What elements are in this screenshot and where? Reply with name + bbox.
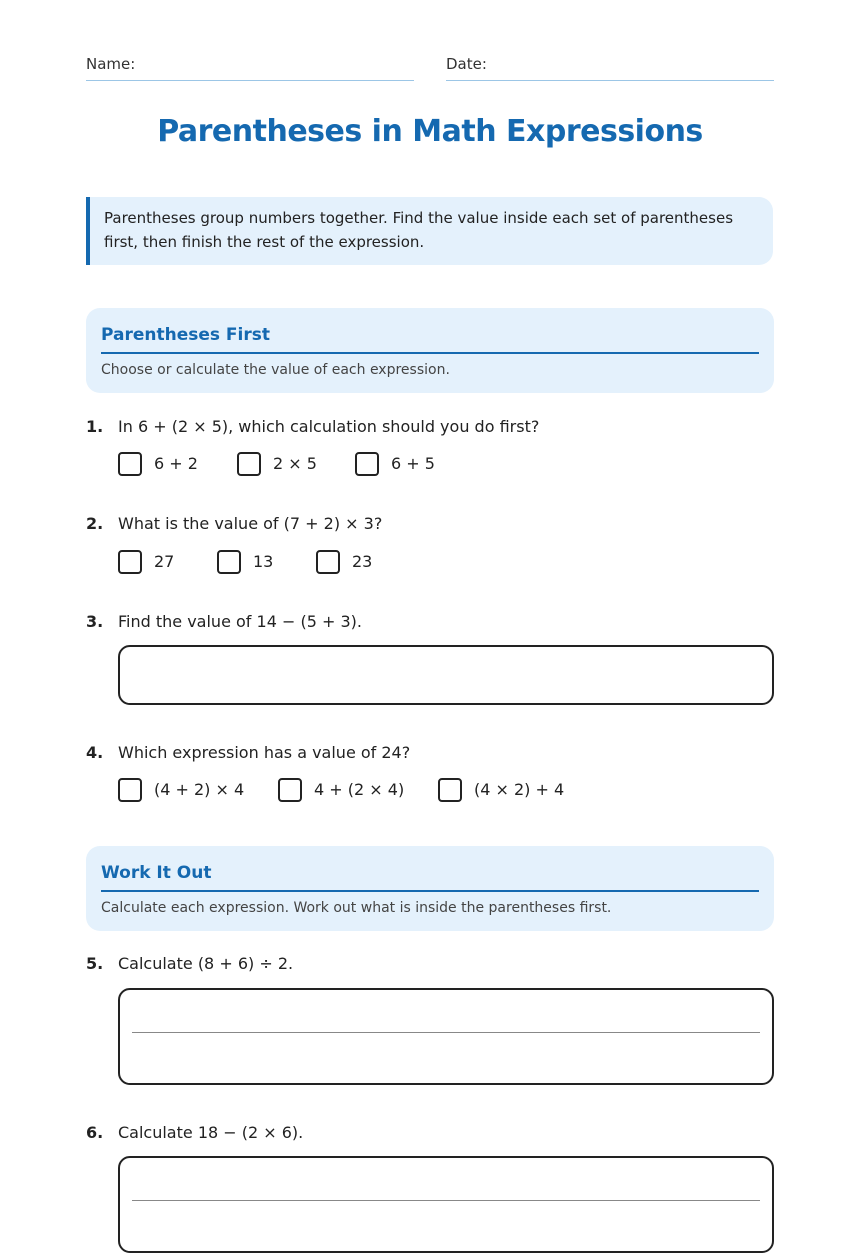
option-label: 6 + 2 <box>154 454 198 473</box>
option-3[interactable] <box>438 778 564 802</box>
writing-line <box>132 1200 760 1201</box>
option-1[interactable] <box>118 550 217 574</box>
option-label: 27 <box>154 552 175 571</box>
question-number: 2. <box>86 514 104 533</box>
section-title: Work It Out <box>101 846 759 892</box>
question-number: 1. <box>86 417 104 436</box>
date-field[interactable] <box>446 54 774 81</box>
option-label: (4 × 2) + 4 <box>474 780 565 799</box>
option-label: 13 <box>253 552 274 571</box>
checkbox[interactable] <box>118 778 142 802</box>
question-number: 3. <box>86 612 104 631</box>
section-work-it-out <box>86 846 774 931</box>
checkbox[interactable] <box>278 778 302 802</box>
option-2[interactable] <box>217 550 316 574</box>
section-parentheses-first <box>86 308 774 393</box>
checkbox[interactable] <box>355 452 379 476</box>
writing-line <box>132 1032 760 1033</box>
option-2[interactable] <box>237 452 355 476</box>
date-label: Date: <box>446 55 487 73</box>
question-text: Which expression has a value of 24? <box>118 743 411 762</box>
option-3[interactable] <box>355 452 435 476</box>
checkbox[interactable] <box>438 778 462 802</box>
answer-box[interactable] <box>118 645 774 705</box>
answer-options <box>118 778 564 802</box>
name-label: Name: <box>86 55 136 73</box>
section-subtitle: Calculate each expression. Work out what is inside the parentheses first. <box>101 900 612 916</box>
option-label: 2 × 5 <box>273 454 317 473</box>
question-text: Calculate 18 − (2 × 6). <box>118 1123 304 1142</box>
intro-callout: Parentheses group numbers together. Find the value inside each set of parentheses first, then finish the rest of the expression. <box>86 197 773 265</box>
answer-options <box>118 550 372 574</box>
checkbox[interactable] <box>118 452 142 476</box>
section-subtitle: Choose or calculate the value of each expression. <box>101 362 450 378</box>
option-label: 23 <box>352 552 373 571</box>
option-label: 4 + (2 × 4) <box>314 780 405 799</box>
question-text: In 6 + (2 × 5), which calculation should you do first? <box>118 417 540 436</box>
question-text: Find the value of 14 − (5 + 3). <box>118 612 362 631</box>
option-3[interactable] <box>316 550 372 574</box>
question-number: 4. <box>86 743 104 762</box>
answer-box[interactable] <box>118 1156 774 1253</box>
option-1[interactable] <box>118 452 237 476</box>
name-date-row <box>86 54 774 80</box>
question-text: What is the value of (7 + 2) × 3? <box>118 514 383 533</box>
question-number: 5. <box>86 954 104 973</box>
name-field[interactable] <box>86 54 414 81</box>
question-number: 6. <box>86 1123 104 1142</box>
checkbox[interactable] <box>316 550 340 574</box>
option-label: 6 + 5 <box>391 454 435 473</box>
section-title: Parentheses First <box>101 308 759 354</box>
option-1[interactable] <box>118 778 278 802</box>
option-2[interactable] <box>278 778 438 802</box>
question-text: Calculate (8 + 6) ÷ 2. <box>118 954 294 973</box>
checkbox[interactable] <box>237 452 261 476</box>
page-title: Parentheses in Math Expressions <box>157 114 703 149</box>
option-label: (4 + 2) × 4 <box>154 780 245 799</box>
checkbox[interactable] <box>217 550 241 574</box>
answer-options <box>118 452 435 476</box>
answer-box[interactable] <box>118 988 774 1085</box>
checkbox[interactable] <box>118 550 142 574</box>
